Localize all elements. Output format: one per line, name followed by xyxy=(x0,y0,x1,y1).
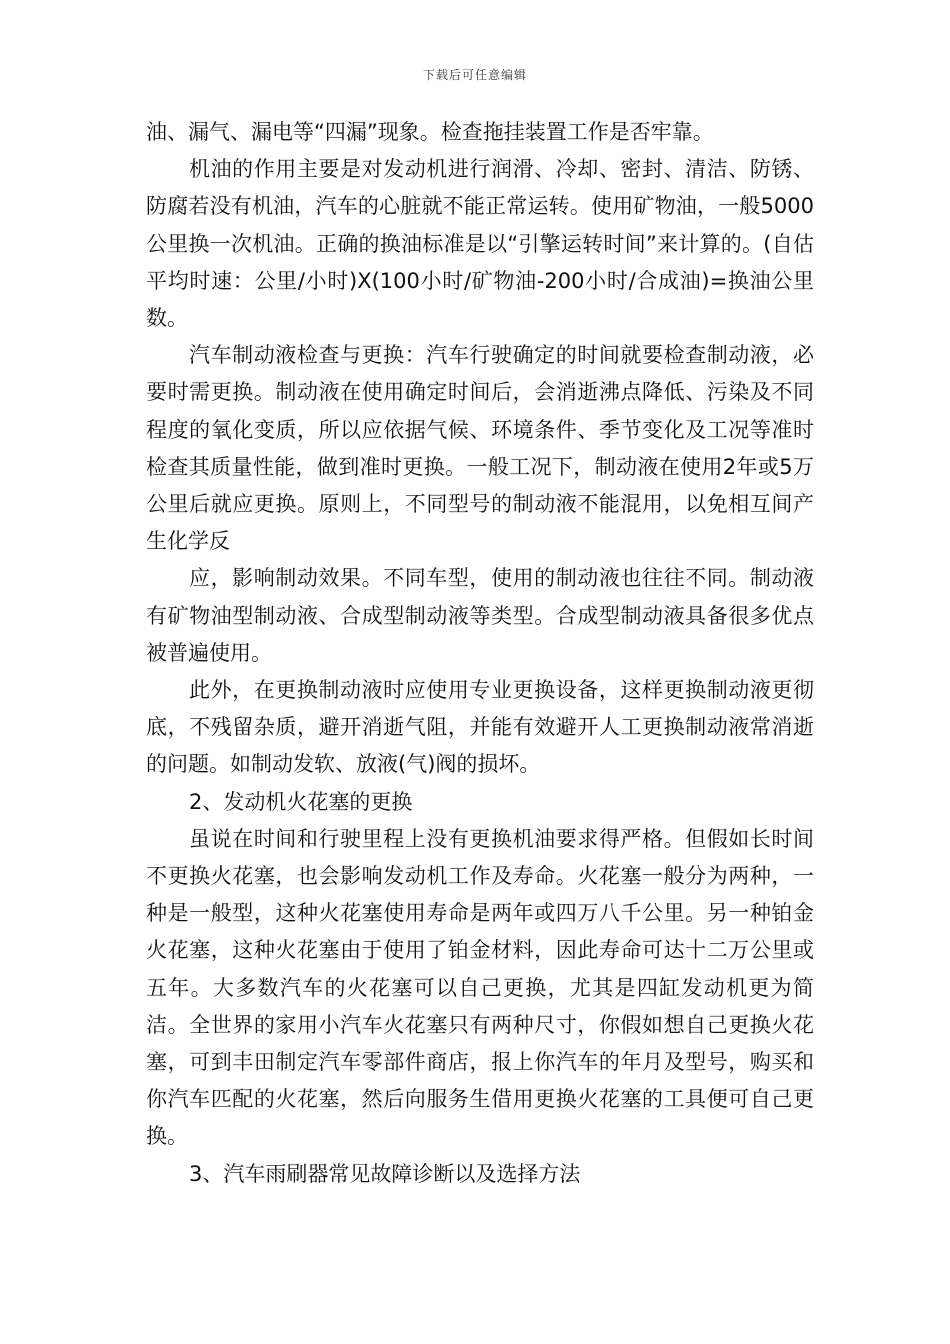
paragraph: 汽车制动液检查与更换：汽车行驶确定的时间就要检查制动液，必要时需更换。制动液在使用确定时间后，会消逝沸点降低、污染及不同程度的氧化变质，所以应依据气候、环境条件、季节变化及工况等准时检查其质量性能，做到准时更换。一般工况下，制动液在使用2年或5万公里后就应更换。原则上，不同型号的制动液不能混用，以免相互间产生化学反 xyxy=(146,343,814,554)
section-heading: 2、发动机火花塞的更换 xyxy=(189,789,413,814)
page-header: 下载后可任意编辑 xyxy=(422,68,527,82)
paragraph: 油、漏气、漏电等“四漏”现象。检查拖挂装置工作是否牢靠。 xyxy=(146,120,714,144)
paragraph: 虽说在时间和行驶里程上没有更换机油要求得严格。但假如长时间不更换火花塞，也会影响发动机工作及寿命。火花塞一般分为两种，一种是一般型，这种火花塞使用寿命是两年或四万八千公里。另一种铂金火花塞，这种火花塞由于使用了铂金材料，因此寿命可达十二万公里或五年。大多数汽车的火花塞可以自己更换，尤其是四缸发动机更为简洁。全世界的家用小汽车火花塞只有两种尺寸，你假如想自己更换火花塞，可到丰田制定汽车零部件商店，报上你汽车的年月及型号，购买和你汽车匹配的火花塞，然后向服务生借用更换火花塞的工具便可自己更换。 xyxy=(146,826,814,1149)
section-heading: 3、汽车雨刷器常见故障诊断以及选择方法 xyxy=(189,1161,581,1186)
paragraph: 应，影响制动效果。不同车型，使用的制动液也往往不同。制动液有矿物油型制动液、合成型制动液等类型。合成型制动液具备很多优点被普遍使用。 xyxy=(146,566,814,665)
paragraph: 机油的作用主要是对发动机进行润滑、冷却、密封、清洁、防锈、防腐若没有机油，汽车的心脏就不能正常运转。使用矿物油，一般5000公里换一次机油。正确的换油标准是以“引擎运转时间”来计算的。(自估平均时速：公里/小时)X(100小时/矿物油-200小时/合成油)=换油公里数。 xyxy=(146,157,814,331)
paragraph: 此外，在更换制动液时应使用专业更换设备，这样更换制动液更彻底，不残留杂质，避开消逝气阻，并能有效避开人工更换制动液常消逝的问题。如制动发软、放液(气)阀的损坏。 xyxy=(146,678,814,777)
document-body xyxy=(146,114,814,1193)
